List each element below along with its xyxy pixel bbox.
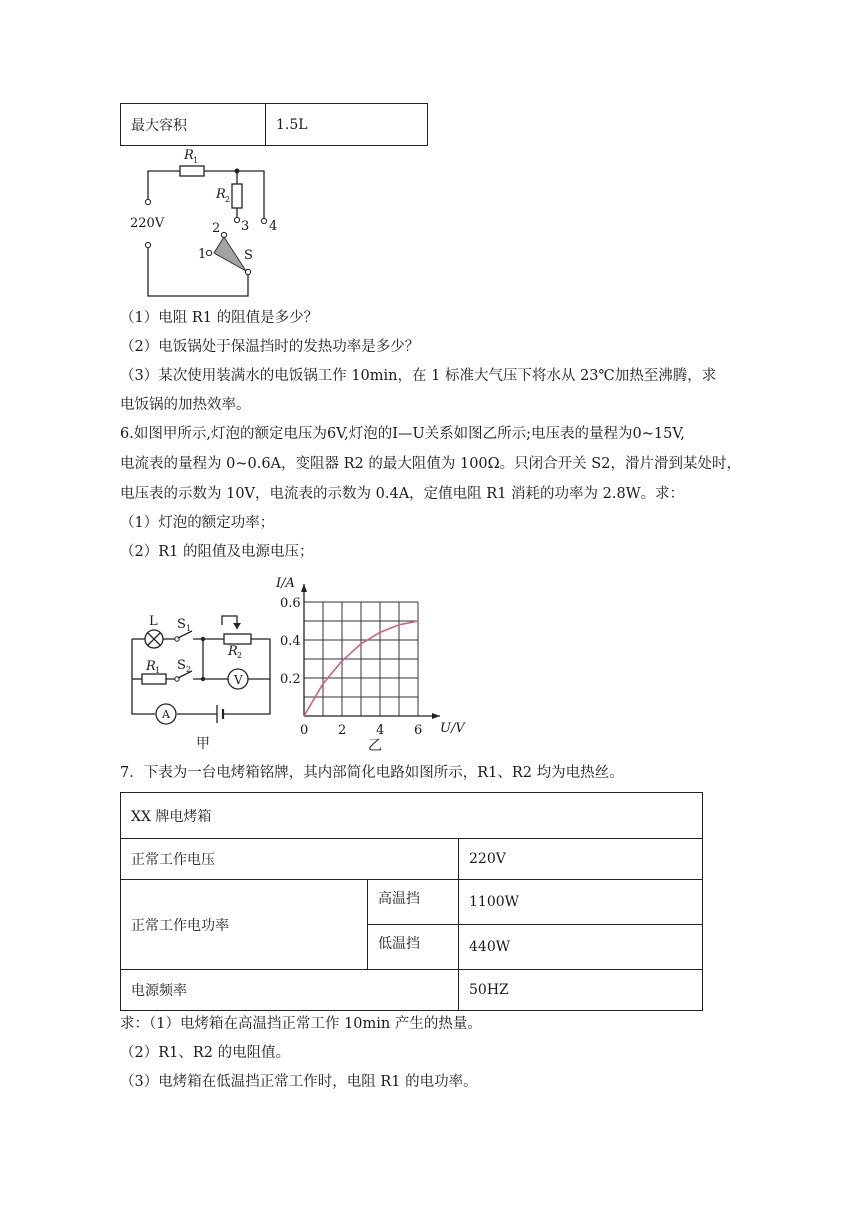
s1-label: S: [177, 617, 186, 632]
s2-label: S: [177, 658, 186, 673]
r2-label: R: [216, 187, 226, 202]
frequency-label: 电源频率: [121, 970, 459, 1011]
s1-sub: 1: [186, 624, 192, 633]
contact-1: 1: [198, 247, 207, 262]
q6-line3: 电压表的示数为 10V，电流表的示数为 0.4A，定值电阻 R1 消耗的功率为 2.8W。求：: [120, 486, 685, 502]
q7-intro: 7．下表为一台电烤箱铭牌，其内部简化电路如图所示，R1、R2 均为电热丝。: [120, 765, 624, 781]
y-tick-label: 0.6: [280, 596, 301, 611]
q6-part2: （2）R1 的阻值及电源电压；: [120, 544, 314, 560]
contact-3: 3: [241, 219, 250, 234]
r1-sub-2: 1: [155, 666, 161, 675]
q5-part1: （1）电阻 R1 的阻值是多少？: [120, 310, 319, 326]
r2-label-2: R: [228, 644, 238, 659]
r1-label: R: [184, 148, 194, 163]
rated-voltage-label: 正常工作电压: [121, 839, 459, 880]
y-tick-label: 0.2: [280, 672, 301, 687]
high-temp-value: 1100W: [459, 880, 703, 925]
r2-sub-2: 2: [237, 651, 243, 660]
q5-part3-line2: 电饭锅的加热效率。: [120, 397, 251, 413]
contact-2: 2: [212, 221, 221, 236]
y-tick-label: 0.4: [280, 634, 301, 649]
contact-4: 4: [269, 219, 278, 234]
low-temp-value: 440W: [459, 925, 703, 970]
q7-part1: 求：（1）电烤箱在高温挡正常工作 10min 产生的热量。: [120, 1016, 482, 1032]
q6-part1: （1）灯泡的额定功率；: [120, 515, 275, 531]
rated-power-label: 正常工作电功率: [121, 880, 368, 970]
s2-sub: 2: [186, 665, 192, 674]
rice-cooker-circuit: [120, 146, 290, 301]
rated-voltage-value: 220V: [459, 839, 703, 880]
q7-part3: （3）电烤箱在低温挡正常工作时，电阻 R1 的电功率。: [120, 1074, 478, 1090]
lamp-circuit: [120, 608, 280, 758]
x-tick-label: 0: [300, 723, 309, 738]
high-temp-label: 高温挡: [368, 880, 459, 925]
figure-jia-caption: 甲: [196, 736, 210, 752]
iu-graph: [272, 574, 472, 758]
q6-line2: 电流表的量程为 0~0.6A，变阻器 R2 的最大阻值为 100Ω。只闭合开关 S2，滑片滑到某处时，: [120, 456, 741, 472]
frequency-value: 50HZ: [459, 970, 703, 1011]
x-tick-label: 4: [376, 723, 385, 738]
capacity-table: [120, 103, 428, 146]
switch-s-label: S: [244, 248, 253, 263]
oven-title: XX 牌电烤箱: [121, 793, 703, 839]
ammeter-label: A: [162, 708, 170, 721]
x-tick-label: 2: [338, 723, 347, 738]
q6-line1: 6.如图甲所示,灯泡的额定电压为6V,灯泡的I—U关系如图乙所示;电压表的量程为0~15V,: [120, 426, 685, 442]
figure-yi-caption: 乙: [368, 738, 382, 754]
y-axis-label: I/A: [276, 576, 295, 591]
r2-sub: 2: [225, 195, 231, 204]
x-tick-label: 6: [414, 723, 423, 738]
oven-nameplate-table: [120, 792, 703, 1011]
voltage-label: 220V: [130, 216, 165, 231]
voltmeter-label: V: [234, 673, 243, 687]
capacity-value: 1.5L: [266, 104, 428, 146]
r1-label-2: R: [146, 659, 156, 674]
lamp-label: L: [149, 614, 158, 629]
q5-part3-line1: （3）某次使用装满水的电饭锅工作 10min，在 1 标准大气压下将水从 23℃加热至沸腾，求: [120, 368, 717, 384]
q5-part2: （2）电饭锅处于保温挡时的发热功率是多少？: [120, 339, 420, 355]
r1-sub: 1: [193, 156, 199, 165]
x-axis-label: U/V: [440, 721, 465, 736]
low-temp-label: 低温挡: [368, 925, 459, 970]
capacity-label: 最大容积: [121, 104, 266, 146]
q7-part2: （2）R1、R2 的电阻值。: [120, 1045, 291, 1061]
